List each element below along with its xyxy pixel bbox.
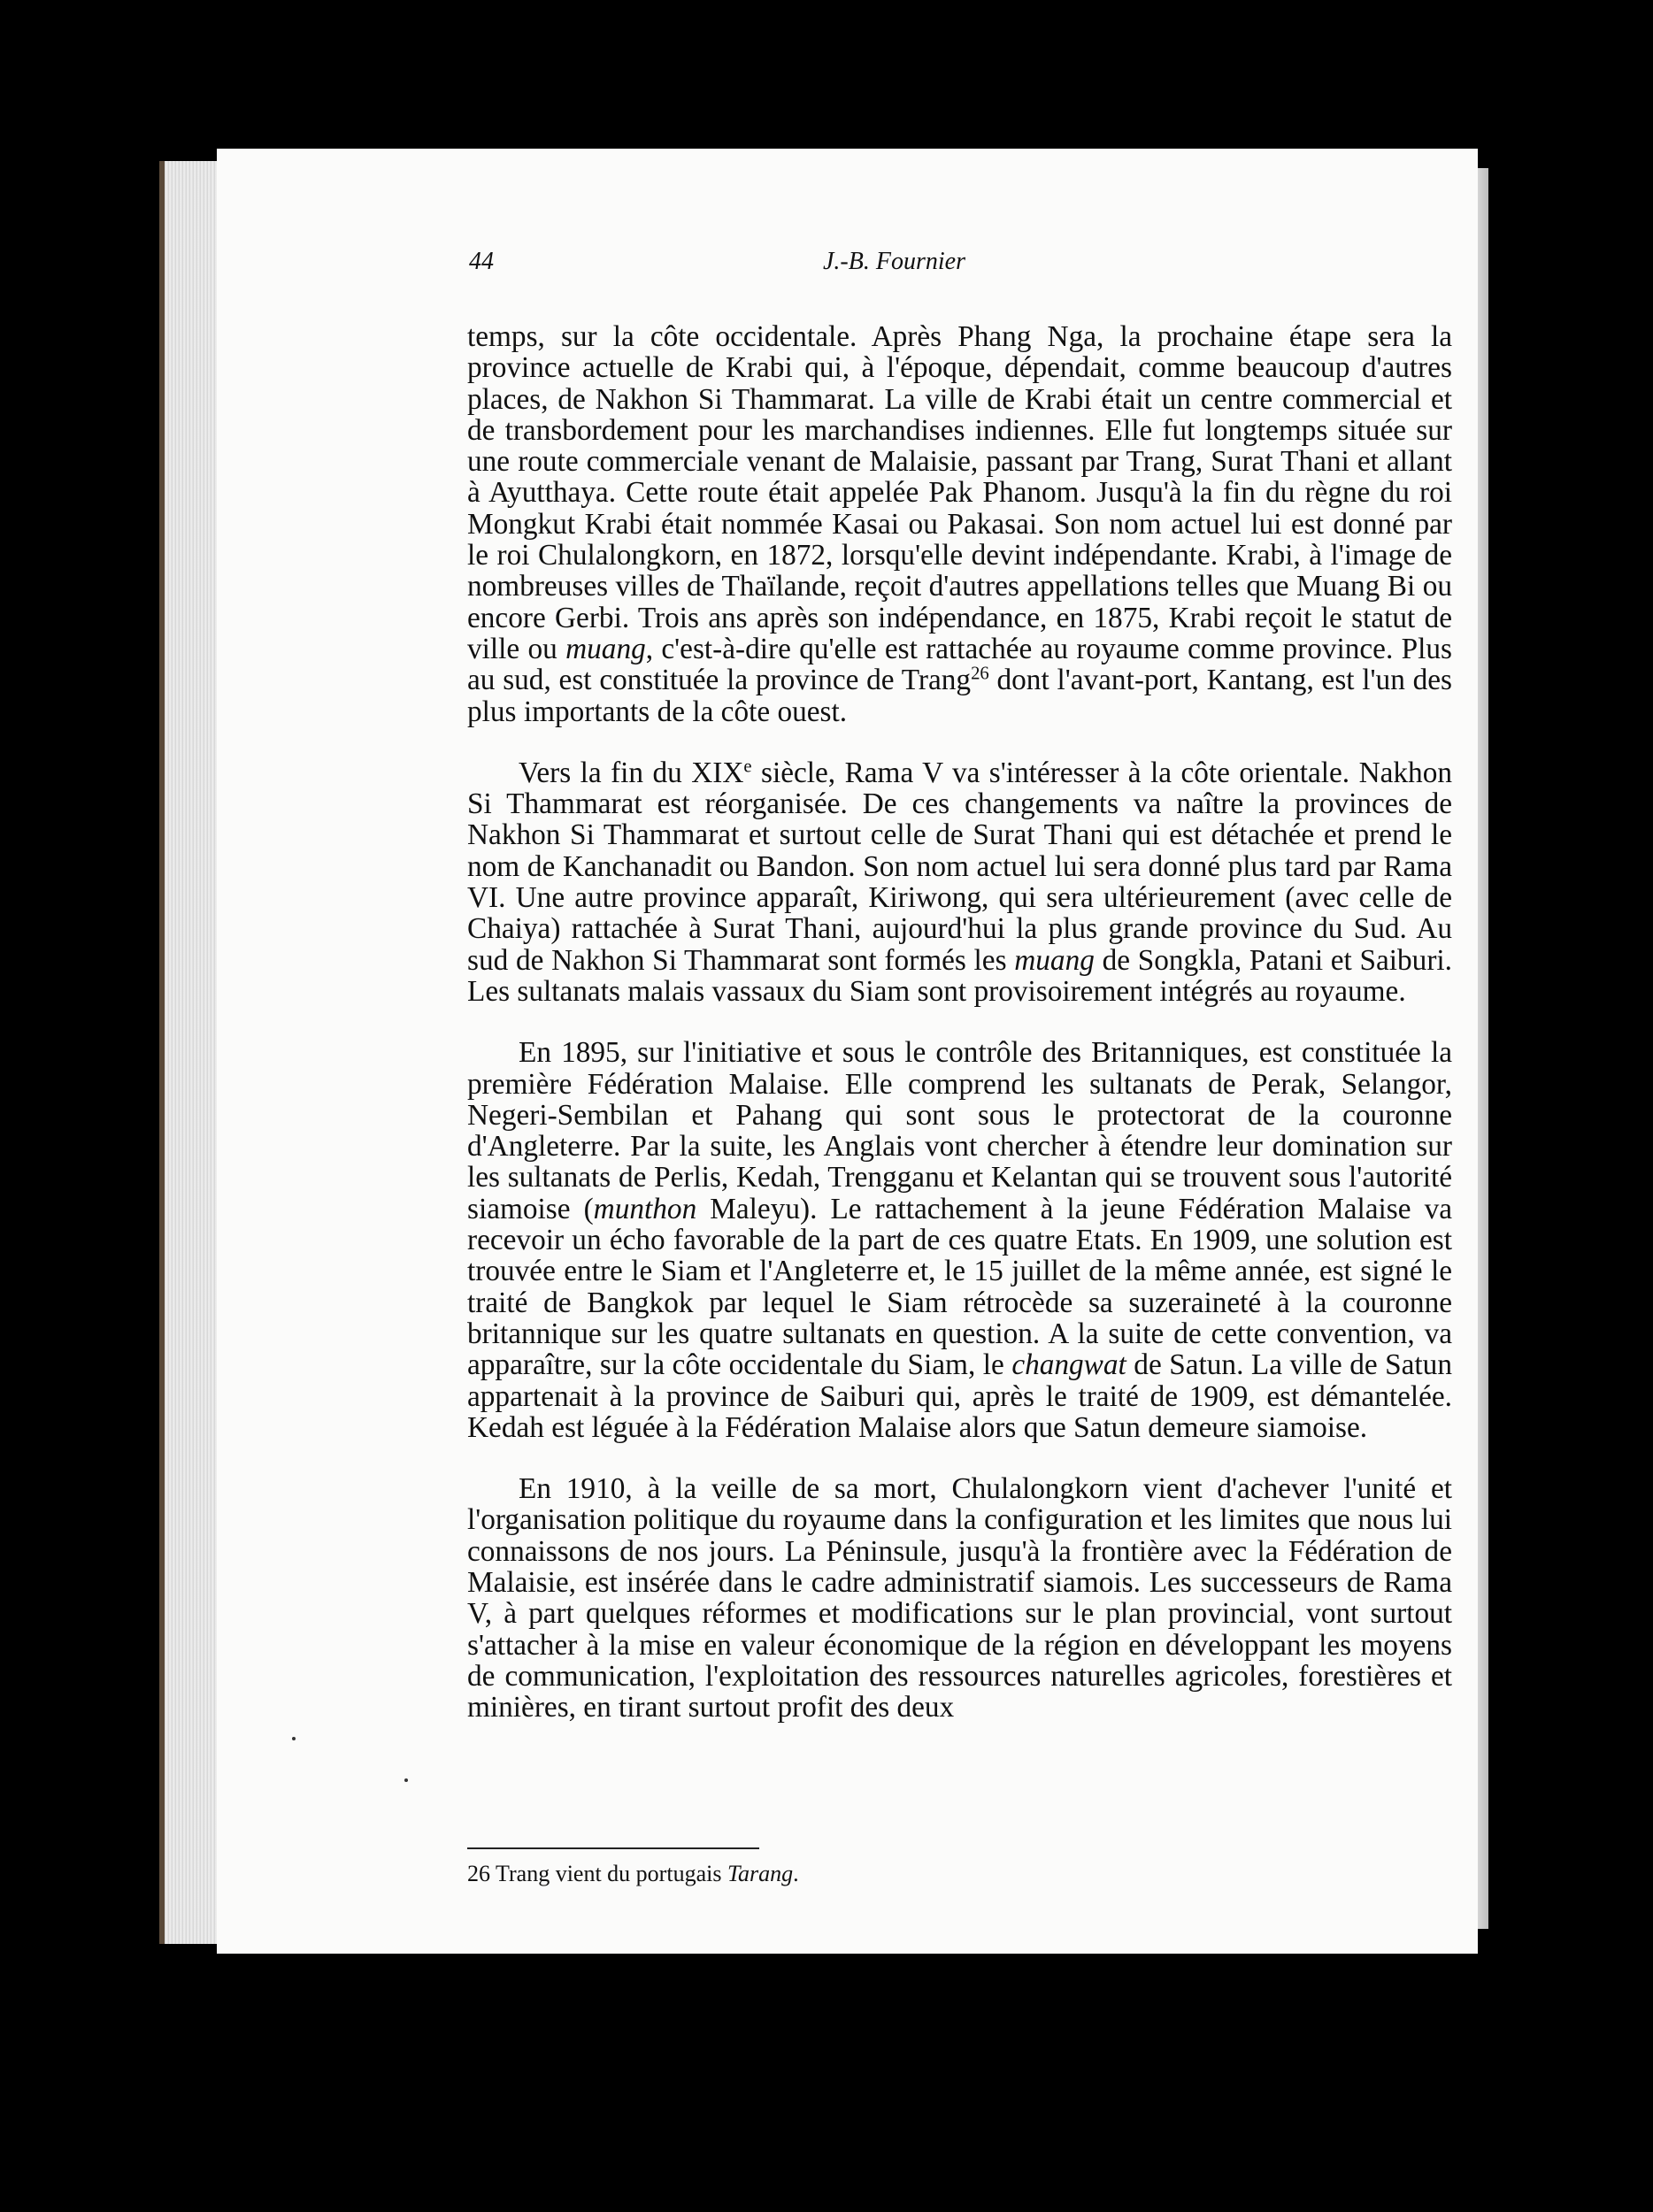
- body-text: [467, 321, 1452, 1723]
- superscript-e: e: [743, 757, 752, 777]
- speck-mark: [404, 1778, 408, 1782]
- paragraph-1: temps, sur la côte occidentale. Après Phang Nga, la prochaine étape sera la province actuelle de Krabi qui, à l'époque, dépendait, comme beaucoup d'autres places, de Nakhon Si Thammarat. La ville de Krabi était un centre commercial et de transbordement pour les marchandises indiennes. Elle fut longtemps située sur une route commerciale venant de Malaisie, passant par Trang, Surat Thani et allant à Ayutthaya. Cette route était appelée Pak Phanom. Jusqu'à la fin du règne du roi Mongkut Krabi était nommée Kasai ou Pakasai. Son nom actuel lui est donné par le roi Chulalongkorn, en 1872, lorsqu'elle devint indépendante. Krabi, à l'image de nombreuses villes de Thaïlande, reçoit d'autres appellations telles que Muang Bi ou encore Gerbi. Trois ans après son indépendance, en 1875, Krabi reçoit le statut de ville ou muang, c'est-à-dire qu'elle est rattachée au royaume comme province. Plus au sud, est constituée la province de Trang$^{26}$ dont l'avant-port, Kantang, est l'un des plus importants de la côte ouest.: [467, 320, 1453, 728]
- footnote-emphasis: Tarang: [727, 1861, 794, 1886]
- running-head: J.-B. Fournier: [823, 248, 965, 275]
- page-number: 44: [469, 248, 494, 275]
- paragraph-4: En 1910, à la veille de sa mort, Chulalongkorn vient d'achever l'unité et l'organisation politique du royaume dans la configuration et les limites que nous lui connaissons de nos jours. La Péninsule, jusqu'à la frontière avec la Fédération de Malaisie, est insérée dans le cadre administratif siamois. Les successeurs de Rama V, à part quelques réformes et modifications sur le plan provincial, vont surtout s'attacher à la mise en valeur économique de la région en développant les moyens de communication, l'exploitation des ressources naturelles agricoles, forestières et minières, en tirant surtout profit des deux: [467, 1472, 1452, 1724]
- footnote: 26 Trang vient du portugais Tarang.: [467, 1861, 799, 1886]
- book-page: [217, 149, 1478, 1954]
- speck-mark: [292, 1737, 296, 1740]
- emphasis-muang: muang: [565, 632, 646, 665]
- emphasis-changwat: changwat: [1011, 1348, 1126, 1382]
- page-header: [469, 248, 1451, 283]
- paragraph-2: Vers la fin du XIXe siècle, Rama V va s'intéresser à la côte orientale. Nakhon Si Thammarat est réorganisée. De ces changements va naître la provinces de Nakhon Si Thammarat et surtout celle de Surat Thani qui est détachée et prend le nom de Kanchanadit ou Bandon. Son nom actuel lui sera donné plus tard par Rama VI. Une autre province apparaît, Kiriwong, qui sera ultérieurement (avec celle de Chaiya) rattachée à Surat Thani, aujourd'hui la plus grande province du Sud. Au sud de Nakhon Si Thammarat sont formés les muang de Songkla, Patani et Saiburi. Les sultanats malais vassaux du Siam sont provisoirement intégrés au royaume.: [467, 756, 1452, 1008]
- footnote-separator: [467, 1847, 759, 1849]
- footnote-number: 26: [467, 1861, 490, 1886]
- footnote-ref-26[interactable]: 26: [971, 664, 989, 684]
- emphasis-munthon: munthon: [593, 1192, 697, 1225]
- paragraph-3: En 1895, sur l'initiative et sous le contrôle des Britanniques, est constituée la première Fédération Malaise. Elle comprend les sultanats de Perak, Selangor, Negeri-Sembilan et Pahang qui sont sous le protectorat de la couronne d'Angleterre. Par la suite, les Anglais vont chercher à étendre leur domination sur les sultanats de Perlis, Kedah, Trengganu et Kelantan qui se trouvent sous l'autorité siamoise (munthon Maleyu). Le rattachement à la jeune Fédération Malaise va recevoir un écho favorable de la part de ces quatre Etats. En 1909, une solution est trouvée entre le Siam et l'Angleterre et, le 15 juillet de la même année, est signé le traité de Bangkok par lequel le Siam rétrocède sa suzeraineté à la couronne britannique sur les quatre sultanats en question. A la suite de cette convention, va apparaître, sur la côte occidentale du Siam, le changwat de Satun. La ville de Satun appartenait à la province de Saiburi qui, après le traité de 1909, est démantelée. Kedah est léguée à la Fédération Malaise alors que Satun demeure siamoise.: [467, 1036, 1452, 1444]
- emphasis-muang: muang: [1014, 943, 1095, 977]
